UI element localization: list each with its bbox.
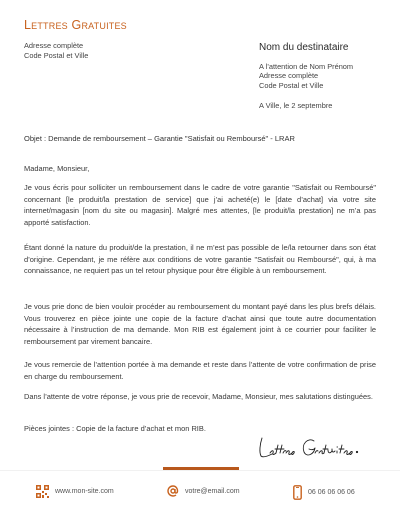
at-sign-icon — [167, 485, 179, 497]
footer-phone[interactable] — [293, 485, 355, 500]
footer-email[interactable] — [167, 485, 240, 497]
footer-phone-text[interactable]: 06 06 06 06 06 — [308, 489, 355, 496]
recipient-postal-city: Code Postal et Ville — [259, 80, 324, 90]
footer-divider — [0, 470, 400, 471]
sender-postal-city: Code Postal et Ville — [24, 50, 89, 60]
qr-code-icon — [36, 485, 49, 498]
body-paragraph-3: Je vous prie donc de bien vouloir procéder au remboursement du montant payé dans les plus brefs délais. Vous trouverez en pièce jointe une copie de la facture d’achat ainsi que toute autre documentation nécessaire à l’instruction de ma demande. Mon RIB est également joint à ce courrier pour faciliter le remboursement par virement bancaire. — [24, 302, 376, 346]
body-paragraph-5: Dans l’attente de votre réponse, je vous prie de recevoir, Madame, Monsieur, mes salutations distinguées. — [24, 392, 373, 401]
recipient-name: Nom du destinataire — [259, 42, 349, 53]
recipient-attention: A l’attention de Nom Prénom — [259, 62, 354, 71]
letter-subject: Objet : Demande de remboursement – Garantie "Satisfait ou Remboursé" - LRAR — [24, 134, 295, 143]
sender-address: Adresse complète — [24, 41, 84, 50]
body-paragraph-1: Je vous écris pour solliciter un remboursement dans le cadre de votre garantie "Satisfait ou Remboursé" concernant [le produit/la prestation de service] que j’ai acheté(e) le [date d’achat] via votre site internet/magasin [nom du site ou magasin]. Malgré mes attentes, [le produit/la prestation] ne m’a pas apporté satisfaction. — [24, 183, 376, 227]
recipient-block — [259, 62, 353, 90]
body-paragraph-4: Je vous remercie de l’attention portée à ma demande et reste dans l’attente de votre confirmation de prise en charge du remboursement. — [24, 360, 376, 381]
footer-accent-bar — [163, 467, 239, 470]
attachments-line: Pièces jointes : Copie de la facture d’achat et mon RIB. — [24, 424, 206, 433]
brand-logo: Lettres Gratuites — [24, 18, 127, 32]
body-paragraph-2: Étant donné la nature du produit/de la prestation, il ne m’est pas possible de le/la retourner dans son état d’origine. Cependant, je me réfère aux conditions de votre garantie "Satisfait ou Remboursé", qui, à ma connaissance, ne requiert pas un tel retour physique pour être éligible à un remboursement. — [24, 243, 376, 276]
handwritten-signature — [256, 432, 376, 462]
letter-date: A Ville, le 2 septembre — [259, 101, 333, 110]
salutation: Madame, Monsieur, — [24, 164, 90, 173]
sender-block — [24, 41, 88, 60]
footer-website-text[interactable]: www.mon-site.com — [55, 488, 114, 495]
mobile-phone-icon — [293, 485, 302, 500]
footer-email-text[interactable]: votre@email.com — [185, 487, 240, 495]
footer-website[interactable] — [36, 485, 114, 498]
recipient-address: Adresse complète — [259, 71, 319, 81]
